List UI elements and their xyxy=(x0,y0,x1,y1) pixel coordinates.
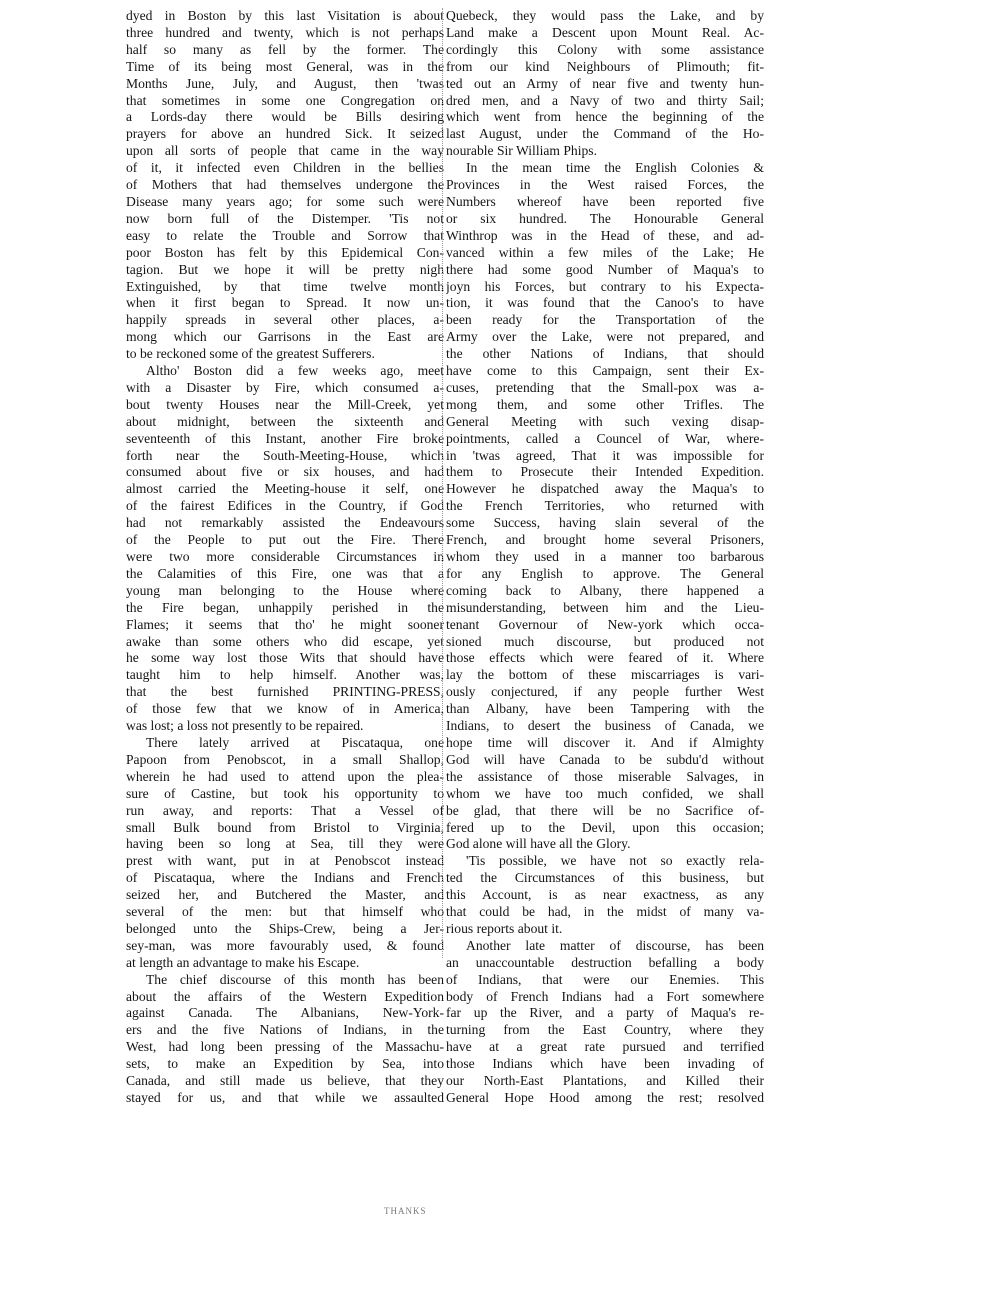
text-line: of Mothers that had themselves undergone the xyxy=(126,177,444,193)
text-line: Papoon from Penobscot, in a small Shallop, xyxy=(126,751,444,767)
text-line: Flames; it seems that tho' he might sooner xyxy=(126,616,444,632)
text-line: ted the Circumstances of this business, but xyxy=(446,870,764,886)
text-line: in 'twas agreed, That it was impossible for xyxy=(446,447,764,463)
text-line: fered up to the Devil, upon this occasion; xyxy=(446,819,764,835)
text-line: body of French Indians had a Fort somewhere xyxy=(446,988,764,1004)
text-line: with a Disaster by Fire, which consumed a- xyxy=(126,379,444,395)
text-line: ted out an Army of near five and twenty hun- xyxy=(446,75,764,91)
text-line: about the affairs of the Western Expedition xyxy=(126,988,444,1004)
text-line: coming back to Albany, there happened a xyxy=(446,582,764,598)
text-line: be glad, that there will be no Sacrifice of- xyxy=(446,802,764,818)
text-line: a Lords-day there would be Bills desiring xyxy=(126,109,444,125)
text-line: consumed about five or six houses, and had xyxy=(126,464,444,480)
catchword: THANKS xyxy=(384,1206,427,1216)
text-line: turning from the East Country, where they xyxy=(446,1022,764,1038)
text-line: misunderstanding, between him and the Lieu- xyxy=(446,599,764,615)
text-line: or six hundred. The Honourable General xyxy=(446,210,764,226)
text-line: Extinguished, by that time twelve month xyxy=(126,278,444,294)
text-line: Time of its being most General, was in the xyxy=(126,58,444,74)
text-line: having been so long at Sea, till they were xyxy=(126,836,444,852)
text-line: French, and brought home several Prisoners, xyxy=(446,532,764,548)
text-line: sure of Castine, but took his opportunity to xyxy=(126,785,444,801)
text-line: sey-man, was more favourably used, & found xyxy=(126,937,444,953)
text-line: nourable Sir William Phips. xyxy=(446,143,597,159)
text-line: far up the River, and a party of Maqua's re- xyxy=(446,1005,764,1021)
text-line: prayers for above an hundred Sick. It seized xyxy=(126,126,444,142)
text-line: the other Nations of Indians, that should xyxy=(446,346,764,362)
text-line: the Fire began, unhappily perished in the xyxy=(126,599,444,615)
text-line: ously conjectured, if any people further West xyxy=(446,684,764,700)
text-line: General Meeting with such vexing disap- xyxy=(446,413,764,429)
text-line: Months June, July, and August, then 'twas xyxy=(126,75,444,91)
text-line: half so many as fell by the former. The xyxy=(126,41,444,57)
text-line: ers and the five Nations of Indians, in the xyxy=(126,1022,444,1038)
text-line: stayed for us, and that while we assaulted xyxy=(126,1090,444,1105)
text-line: of the fairest Edifices in the Country, if God xyxy=(126,498,444,514)
text-line: to be reckoned some of the greatest Sufferers. xyxy=(126,346,375,362)
text-line: belonged unto the Ships-Crew, being a Jer- xyxy=(126,920,444,936)
text-line: God will have Canada to be subdu'd without xyxy=(446,751,764,767)
text-line: 'Tis possible, we have not so exactly rela- xyxy=(466,853,764,869)
text-line: However he dispatched away the Maqua's to xyxy=(446,481,764,497)
text-line: pointments, called a Councel of War, where- xyxy=(446,430,764,446)
text-line: forth near the South-Meeting-House, which xyxy=(126,447,444,463)
text-line: the assistance of those miserable Salvages, in xyxy=(446,768,764,784)
text-line: which went from hence the beginning of the xyxy=(446,109,764,125)
text-line: Another late matter of discourse, has been xyxy=(466,937,764,953)
text-line: cordingly this Colony with some assistance xyxy=(446,41,764,57)
text-line: West, had long been pressing of the Massachu- xyxy=(126,1039,444,1055)
text-line: those Indians which have been invading of xyxy=(446,1056,764,1072)
text-line: several of the men: but that himself who xyxy=(126,904,444,920)
text-line: mong them, and some other Trifles. The xyxy=(446,396,764,412)
text-line: that could be had, in the midst of many va- xyxy=(446,904,764,920)
right-column xyxy=(446,8,764,1107)
text-line: upon all sorts of people that came in the way xyxy=(126,143,444,159)
text-line: tagion. But we hope it will be pretty nigh xyxy=(126,261,444,277)
text-line: the Calamities of this Fire, one was that a xyxy=(126,565,444,581)
text-line: against Canada. The Albanians, New-York- xyxy=(126,1005,444,1021)
text-line: whom we have too much confided, we shall xyxy=(446,785,764,801)
text-line: were two more considerable Circumstances in xyxy=(126,549,444,564)
text-line: he some way lost those Wits that should have xyxy=(126,650,444,666)
text-line: Land make a Descent upon Mount Real. Ac- xyxy=(446,24,764,40)
text-line: In the mean time the English Colonies & xyxy=(466,160,764,176)
text-line: that the best furnished PRINTING-PRESS, xyxy=(126,684,444,700)
text-line: vanced within a few miles of the Lake; He xyxy=(446,244,764,260)
text-line: Disease many years ago; for some such were xyxy=(126,193,444,209)
text-line: an unaccountable destruction befalling a body xyxy=(446,954,764,970)
text-line: small Bulk bound from Bristol to Virginia, xyxy=(126,819,444,835)
text-line: bout twenty Houses near the Mill-Creek, yet xyxy=(126,396,444,412)
text-line: when it first began to Spread. It now un- xyxy=(126,295,444,311)
text-line: there had some good Number of Maqua's to xyxy=(446,261,764,277)
text-line: tenant Governour of New-york which occa- xyxy=(446,616,764,632)
text-line: mong which our Garrisons in the East are xyxy=(126,329,444,345)
text-line: tion, it was found that the Canoo's to have xyxy=(446,295,764,311)
text-line: at length an advantage to make his Escape. xyxy=(126,954,360,970)
text-line: seventeenth of this Instant, another Fire broke xyxy=(126,430,444,446)
text-line: those effects which were feared of it. Where xyxy=(446,650,764,666)
text-line: than Albany, have been Tampering with the xyxy=(446,701,764,717)
text-line: sets, to make an Expedition by Sea, into xyxy=(126,1056,444,1072)
text-line: rious reports about it. xyxy=(446,920,563,936)
text-line: The chief discourse of this month has been xyxy=(146,971,444,987)
text-line: of Piscataqua, where the Indians and French xyxy=(126,870,444,886)
text-line: have at a great rate pursued and terrified xyxy=(446,1039,764,1055)
text-line: of Indians, that were our Enemies. This xyxy=(446,971,764,987)
text-line: them to Prosecute their Intended Expedition. xyxy=(446,464,764,480)
text-line: of it, it infected even Children in the bellies xyxy=(126,160,444,176)
text-line: cuses, pretending that the Small-pox was a- xyxy=(446,379,764,395)
text-line: dyed in Boston by this last Visitation is about xyxy=(126,8,444,23)
text-line: hope time will discover it. And if Almighty xyxy=(446,734,764,750)
text-line: Altho' Boston did a few weeks ago, meet xyxy=(146,363,444,379)
text-line: Quebeck, they would pass the Lake, and by xyxy=(446,8,764,23)
text-line: Indians, to desert the business of Canada, we xyxy=(446,718,764,734)
text-line: from our kind Neighbours of Plimouth; fit- xyxy=(446,58,764,74)
text-line: lay the bottom of these miscarriages is vari- xyxy=(446,667,764,683)
text-line: There lately arrived at Piscataqua, one xyxy=(146,734,444,750)
text-line: Army over the Lake, were not prepared, and xyxy=(446,329,764,345)
text-line: of the People to put out the Fire. There xyxy=(126,532,444,548)
text-line: sioned much discourse, but produced not xyxy=(446,633,764,649)
text-line: prest with want, put in at Penobscot instead xyxy=(126,853,444,869)
text-line: seized her, and Butchered the Master, and xyxy=(126,887,444,903)
text-line: this Account, is as near exactness, as any xyxy=(446,887,764,903)
text-line: awake than some others who did escape, yet xyxy=(126,633,444,649)
text-line: whom they used in a manner too barbarous xyxy=(446,549,764,564)
text-line: Numbers whereof have been reported five xyxy=(446,193,764,209)
text-line: last August, under the Command of the Ho- xyxy=(446,126,764,142)
text-line: three hundred and twenty, which is not perhaps xyxy=(126,24,444,40)
text-line: happily spreads in several other places, a- xyxy=(126,312,444,328)
text-line: about midnight, between the sixteenth and xyxy=(126,413,444,429)
text-line: had not remarkably assisted the Endeavours xyxy=(126,515,444,531)
text-line: of those few that we know of in America, xyxy=(126,701,444,717)
text-line: God alone will have all the Glory. xyxy=(446,836,631,852)
text-line: been ready for the Transportation of the xyxy=(446,312,764,328)
text-line: almost carried the Meeting-house it self, one xyxy=(126,481,444,497)
text-line: General Hope Hood among the rest; resolved xyxy=(446,1090,764,1105)
text-line: run away, and reports: That a Vessel of xyxy=(126,802,444,818)
text-line: have come to this Campaign, sent their Ex- xyxy=(446,363,764,379)
column-divider xyxy=(442,8,444,958)
text-line: our North-East Plantations, and Killed their xyxy=(446,1073,764,1089)
text-line: Winthrop was in the Head of these, and ad- xyxy=(446,227,764,243)
text-line: Provinces in the West raised Forces, the xyxy=(446,177,764,193)
text-line: joyn his Forces, but contrary to his Expecta- xyxy=(446,278,764,294)
text-line: now born full of the Distemper. 'Tis not xyxy=(126,210,444,226)
text-line: that sometimes in some one Congregation on xyxy=(126,92,444,108)
text-line: dred men, and a Navy of two and thirty Sail; xyxy=(446,92,764,108)
text-line: Canada, and still made us believe, that they xyxy=(126,1073,444,1089)
text-line: easy to relate the Trouble and Sorrow that xyxy=(126,227,444,243)
left-column xyxy=(126,8,444,1107)
text-line: poor Boston has felt by this Epidemical Con- xyxy=(126,244,444,260)
text-line: for any English to approve. The General xyxy=(446,565,764,581)
text-line: taught him to help himself. Another was, xyxy=(126,667,444,683)
text-line: some Success, having slain several of the xyxy=(446,515,764,531)
text-line: wherein he had used to attend upon the plea- xyxy=(126,768,444,784)
text-line: young man belonging to the House where xyxy=(126,582,444,598)
text-line: the French Territories, who returned with xyxy=(446,498,764,514)
text-line: was lost; a loss not presently to be repaired. xyxy=(126,718,364,734)
